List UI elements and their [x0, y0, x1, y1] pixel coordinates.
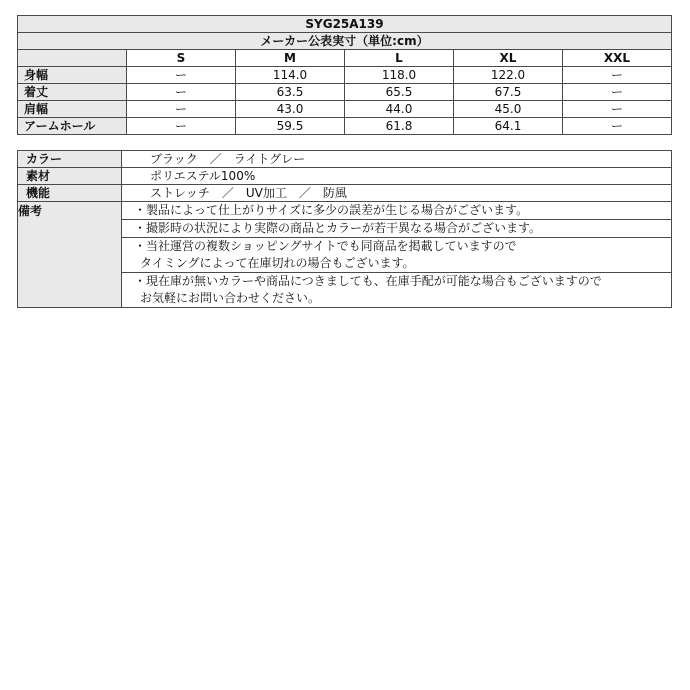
table-row [18, 67, 672, 84]
function-label: 機能 [18, 185, 122, 202]
row-label: 肩幅 [18, 101, 127, 118]
cell: ー [127, 101, 236, 118]
cell: 67.5 [454, 84, 563, 101]
cell: ー [127, 118, 236, 135]
info-row-color [18, 151, 672, 168]
material-value: ポリエステル100% [122, 168, 672, 185]
row-label: 着丈 [18, 84, 127, 101]
cell: 43.0 [236, 101, 345, 118]
cell: 59.5 [236, 118, 345, 135]
cell: ー [563, 118, 672, 135]
function-value: ストレッチ ／ UV加工 ／ 防風 [122, 185, 672, 202]
cell: ー [563, 84, 672, 101]
size-col-xl: XL [454, 50, 563, 67]
note-text: ・撮影時の状況により実際の商品とカラーが若干異なる場合がございます。 [134, 221, 542, 235]
table-row [18, 84, 672, 101]
color-label: カラー [18, 151, 122, 168]
info-row-function [18, 185, 672, 202]
note-text-continued: お気軽にお問い合わせください。 [140, 291, 321, 305]
cell: 64.1 [454, 118, 563, 135]
cell: 114.0 [236, 67, 345, 84]
size-chart-subtitle: メーカー公表実寸（単位:cm） [18, 33, 672, 50]
cell: 44.0 [345, 101, 454, 118]
color-value: ブラック ／ ライトグレー [122, 151, 672, 168]
size-col-xxl: XXL [563, 50, 672, 67]
size-col-l: L [345, 50, 454, 67]
cell: ー [127, 67, 236, 84]
material-label: 素材 [18, 168, 122, 185]
table-row [18, 118, 672, 135]
note-text: ・製品によって仕上がりサイズに多少の誤差が生じる場合がございます。 [134, 203, 529, 217]
note-item [122, 202, 671, 220]
note-text-continued: タイミングによって在庫切れの場合もございます。 [140, 256, 415, 270]
notes-cell [122, 202, 672, 308]
notes-list [122, 202, 671, 307]
table-row [18, 101, 672, 118]
size-col-s: S [127, 50, 236, 67]
note-item [122, 273, 671, 307]
cell: 122.0 [454, 67, 563, 84]
size-col-m: M [236, 50, 345, 67]
cell: ー [563, 101, 672, 118]
size-header-row [18, 50, 672, 67]
cell: 65.5 [345, 84, 454, 101]
cell: 118.0 [345, 67, 454, 84]
row-label: アームホール [18, 118, 127, 135]
note-item [122, 220, 671, 238]
info-row-material [18, 168, 672, 185]
cell: 63.5 [236, 84, 345, 101]
cell: ー [127, 84, 236, 101]
size-chart-table [17, 15, 672, 135]
note-item [122, 238, 671, 273]
note-text: ・現在庫が無いカラーや商品につきましても、在庫手配が可能な場合もございますので [134, 274, 602, 288]
cell: 61.8 [345, 118, 454, 135]
note-text: ・当社運営の複数ショッピングサイトでも同商品を掲載していますので [134, 239, 517, 253]
corner-cell [18, 50, 127, 67]
cell: ー [563, 67, 672, 84]
product-info-table [17, 150, 672, 308]
notes-label: 備考 [18, 202, 122, 308]
cell: 45.0 [454, 101, 563, 118]
row-label: 身幅 [18, 67, 127, 84]
info-row-notes [18, 202, 672, 308]
product-code: SYG25A139 [18, 16, 672, 33]
